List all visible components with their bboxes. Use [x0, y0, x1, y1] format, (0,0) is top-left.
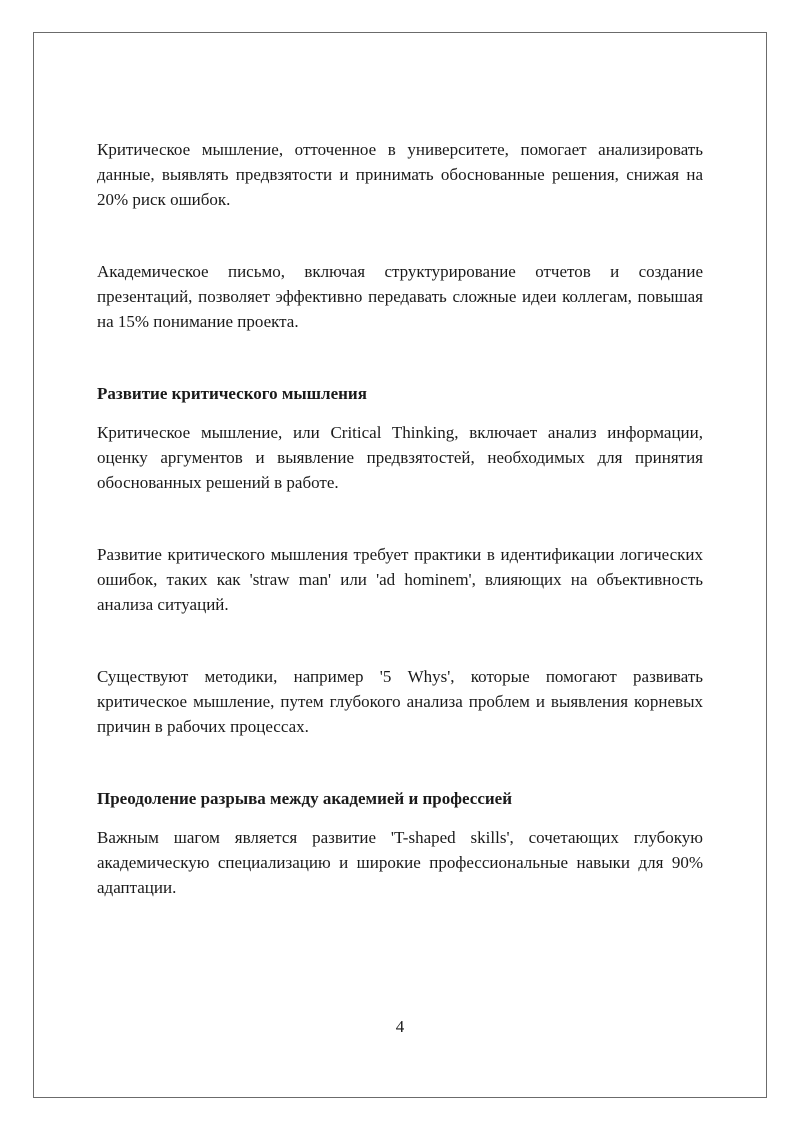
- section-heading-critical-thinking: Развитие критического мышления: [97, 384, 367, 403]
- paragraph-logical-fallacies: Развитие критического мышления требует практики в идентификации логических ошибок, таких как 'straw man' или 'ad hominem', влияющих на объективность анализа ситуаций.: [97, 545, 703, 614]
- paragraph-academic-writing: Академическое письмо, включая структурирование отчетов и создание презентаций, позволяет эффективно передавать сложные идеи коллегам, повышая на 15% понимание проекта.: [97, 262, 703, 331]
- paragraph-t-shaped-skills: Важным шагом является развитие 'T-shaped skills', сочетающих глубокую академическую специализацию и широкие профессиональные навыки для 90% адаптации.: [97, 828, 703, 897]
- paragraph-5-whys: Существуют методики, например '5 Whys', которые помогают развивать критическое мышление, путем глубокого анализа проблем и выявления корневых причин в рабочих процессах.: [97, 667, 703, 736]
- page-number: 4: [395, 1017, 405, 1036]
- paragraph-university-critical-thinking: Критическое мышление, отточенное в университете, помогает анализировать данные, выявлять предвзятости и принимать обоснованные решения, снижая на 20% риск ошибок.: [97, 140, 703, 209]
- document-body: [97, 137, 703, 900]
- paragraph-critical-thinking-definition: Критическое мышление, или Critical Thinking, включает анализ информации, оценку аргументов и выявление предвзятостей, необходимых для принятия обоснованных решений в работе.: [97, 423, 703, 492]
- section-heading-academia-profession-gap: Преодоление разрыва между академией и профессией: [97, 789, 513, 808]
